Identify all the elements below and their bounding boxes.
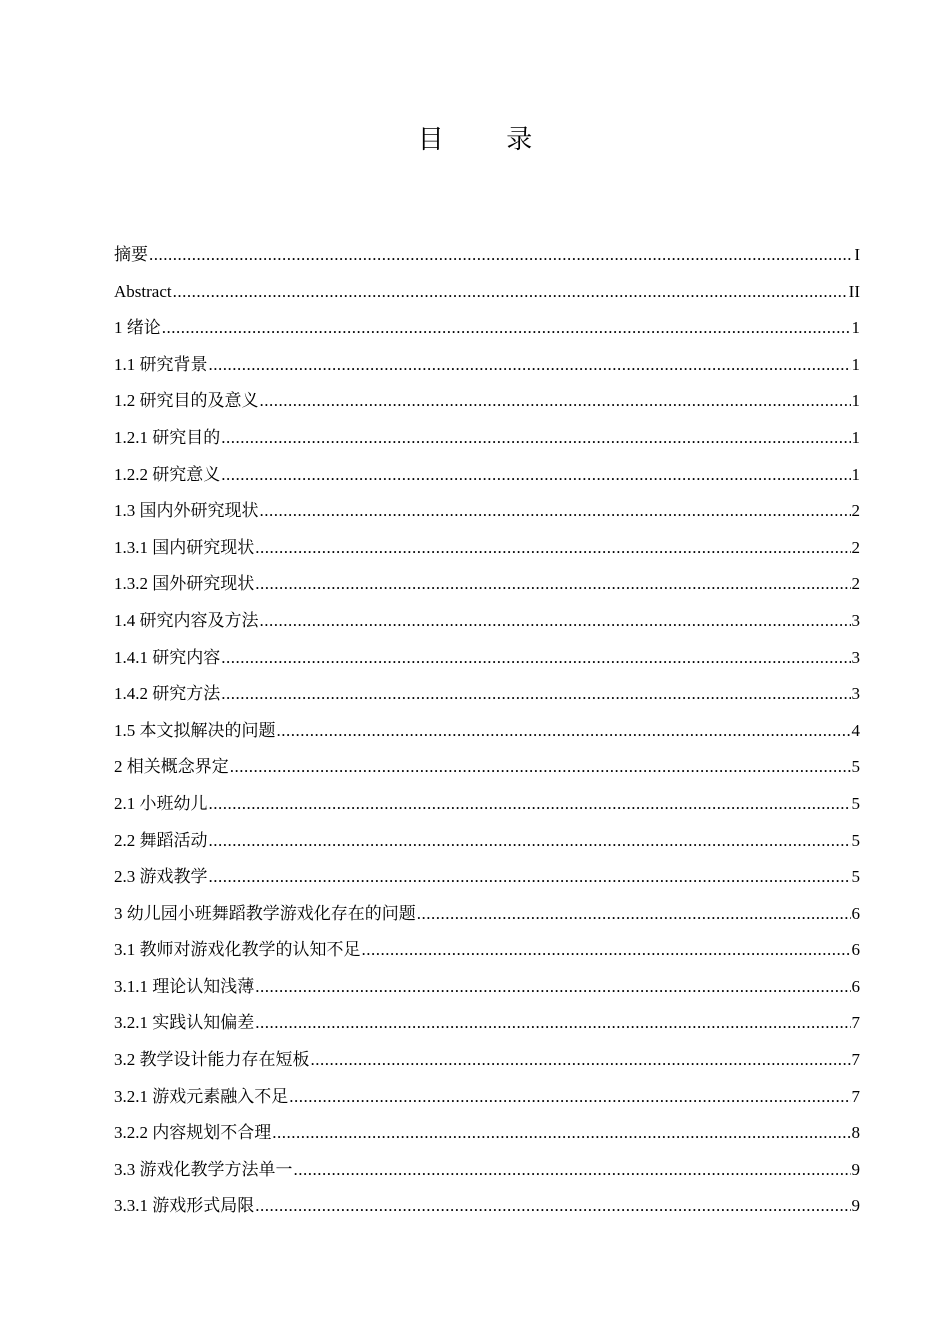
page-title: 目 录 — [417, 125, 561, 154]
toc-dot-leader — [209, 823, 851, 860]
toc-entry[interactable] — [114, 676, 860, 713]
toc-entry[interactable] — [114, 969, 860, 1006]
toc-entry-page-number: 5 — [851, 757, 860, 777]
toc-entry[interactable] — [114, 493, 860, 530]
toc-dot-leader — [221, 640, 850, 677]
toc-entry-page-number: 7 — [851, 1086, 860, 1106]
toc-entry[interactable] — [114, 640, 860, 677]
toc-entry[interactable] — [114, 566, 860, 603]
toc-entry[interactable] — [114, 1188, 860, 1225]
toc-entry-page-number: 3 — [851, 610, 860, 630]
toc-entry-label: 1.5 本文拟解决的问题 — [114, 720, 276, 740]
toc-entry-page-number: II — [848, 281, 860, 301]
toc-dot-leader — [162, 310, 851, 347]
toc-entry[interactable] — [114, 383, 860, 420]
toc-entry[interactable] — [114, 310, 860, 347]
toc-entry-label: 3.2.1 游戏元素融入不足 — [114, 1086, 289, 1106]
toc-entry-label: 1.4.1 研究内容 — [114, 647, 221, 667]
toc-dot-leader — [149, 237, 853, 274]
toc-entry[interactable] — [114, 1042, 860, 1079]
toc-entry-label: 3.2 教学设计能力存在短板 — [114, 1050, 310, 1070]
toc-entry-page-number: 3 — [851, 647, 860, 667]
toc-entry-page-number: 6 — [851, 976, 860, 996]
toc-entry-label: 摘要 — [114, 245, 148, 264]
toc-entry-page-number: 1 — [851, 318, 860, 338]
toc-entry-label: 1.2.1 研究目的 — [114, 427, 221, 447]
toc-dot-leader — [255, 1188, 850, 1225]
toc-dot-leader — [260, 493, 851, 530]
toc-entry-label: 3.1.1 理论认知浅薄 — [114, 976, 255, 996]
toc-entry-page-number: 8 — [851, 1123, 860, 1143]
toc-entry-page-number: 6 — [851, 940, 860, 960]
toc-entry-label: Abstract — [114, 281, 172, 301]
toc-entry[interactable] — [114, 274, 860, 311]
toc-dot-leader — [260, 603, 851, 640]
toc-dot-leader — [221, 676, 850, 713]
toc-entry-label: 3.2.1 实践认知偏差 — [114, 1013, 255, 1033]
toc-entry-label: 1.3 国内外研究现状 — [114, 501, 259, 521]
toc-dot-leader — [255, 969, 850, 1006]
toc-entry-label: 2 相关概念界定 — [114, 757, 229, 777]
toc-entry-page-number: I — [854, 245, 860, 264]
toc-dot-leader — [272, 1115, 850, 1152]
toc-entry-page-number: 5 — [851, 830, 860, 850]
toc-entry-page-number: 2 — [851, 574, 860, 594]
toc-entry-page-number: 7 — [851, 1050, 860, 1070]
toc-dot-leader — [230, 749, 851, 786]
toc-dot-leader — [209, 786, 851, 823]
toc-entry-label: 1.1 研究背景 — [114, 354, 208, 374]
toc-entry[interactable] — [114, 1152, 860, 1189]
toc-entry-label: 3.3.1 游戏形式局限 — [114, 1196, 255, 1216]
toc-entry[interactable] — [114, 749, 860, 786]
toc-entry-label: 3 幼儿园小班舞蹈教学游戏化存在的问题 — [114, 903, 416, 923]
toc-entry-page-number: 7 — [851, 1013, 860, 1033]
toc-entry-label: 1.2.2 研究意义 — [114, 464, 221, 484]
toc-dot-leader — [255, 566, 850, 603]
toc-entry-label: 3.1 教师对游戏化教学的认知不足 — [114, 940, 361, 960]
toc-dot-leader — [417, 896, 851, 933]
toc-dot-leader — [173, 274, 848, 311]
toc-entry-page-number: 5 — [851, 867, 860, 887]
toc-entry-label: 2.2 舞蹈活动 — [114, 830, 208, 850]
toc-entry[interactable] — [114, 237, 860, 274]
toc-entry-label: 1.2 研究目的及意义 — [114, 391, 259, 411]
toc-entry-page-number: 9 — [851, 1159, 860, 1179]
table-of-contents — [114, 237, 860, 1225]
toc-dot-leader — [221, 420, 850, 457]
toc-entry-page-number: 3 — [851, 684, 860, 704]
toc-dot-leader — [260, 383, 851, 420]
toc-dot-leader — [289, 1079, 850, 1116]
toc-entry[interactable] — [114, 896, 860, 933]
toc-entry-page-number: 1 — [851, 464, 860, 484]
toc-entry[interactable] — [114, 1005, 860, 1042]
toc-entry[interactable] — [114, 786, 860, 823]
toc-entry-label: 1.4 研究内容及方法 — [114, 610, 259, 630]
toc-dot-leader — [209, 347, 851, 384]
toc-entry-label: 1.3.1 国内研究现状 — [114, 537, 255, 557]
toc-dot-leader — [294, 1152, 851, 1189]
toc-entry-label: 1.4.2 研究方法 — [114, 684, 221, 704]
toc-entry-page-number: 2 — [851, 501, 860, 521]
toc-entry-label: 1 绪论 — [114, 318, 161, 338]
toc-entry-label: 1.3.2 国外研究现状 — [114, 574, 255, 594]
toc-entry-page-number: 9 — [851, 1196, 860, 1216]
toc-entry-page-number: 4 — [851, 720, 860, 740]
toc-dot-leader — [277, 713, 851, 750]
toc-entry-label: 3.3 游戏化教学方法单一 — [114, 1159, 293, 1179]
toc-entry-label: 3.2.2 内容规划不合理 — [114, 1123, 272, 1143]
toc-entry[interactable] — [114, 713, 860, 750]
toc-entry-page-number: 2 — [851, 537, 860, 557]
toc-entry[interactable] — [114, 1079, 860, 1116]
toc-entry[interactable] — [114, 530, 860, 567]
toc-entry-page-number: 5 — [851, 793, 860, 813]
toc-entry-page-number: 1 — [851, 427, 860, 447]
toc-entry[interactable] — [114, 1115, 860, 1152]
toc-dot-leader — [255, 1005, 850, 1042]
toc-entry-page-number: 1 — [851, 391, 860, 411]
toc-dot-leader — [362, 932, 851, 969]
toc-entry[interactable] — [114, 457, 860, 494]
toc-dot-leader — [209, 859, 851, 896]
toc-dot-leader — [255, 530, 850, 567]
toc-entry[interactable] — [114, 932, 860, 969]
toc-entry[interactable] — [114, 420, 860, 457]
toc-entry-page-number: 1 — [851, 354, 860, 374]
toc-entry-page-number: 6 — [851, 903, 860, 923]
toc-entry-label: 2.1 小班幼儿 — [114, 793, 208, 813]
toc-entry[interactable] — [114, 603, 860, 640]
toc-dot-leader — [221, 457, 850, 494]
toc-entry[interactable] — [114, 859, 860, 896]
toc-entry[interactable] — [114, 823, 860, 860]
toc-dot-leader — [311, 1042, 851, 1079]
toc-entry-label: 2.3 游戏教学 — [114, 867, 208, 887]
toc-entry[interactable] — [114, 347, 860, 384]
